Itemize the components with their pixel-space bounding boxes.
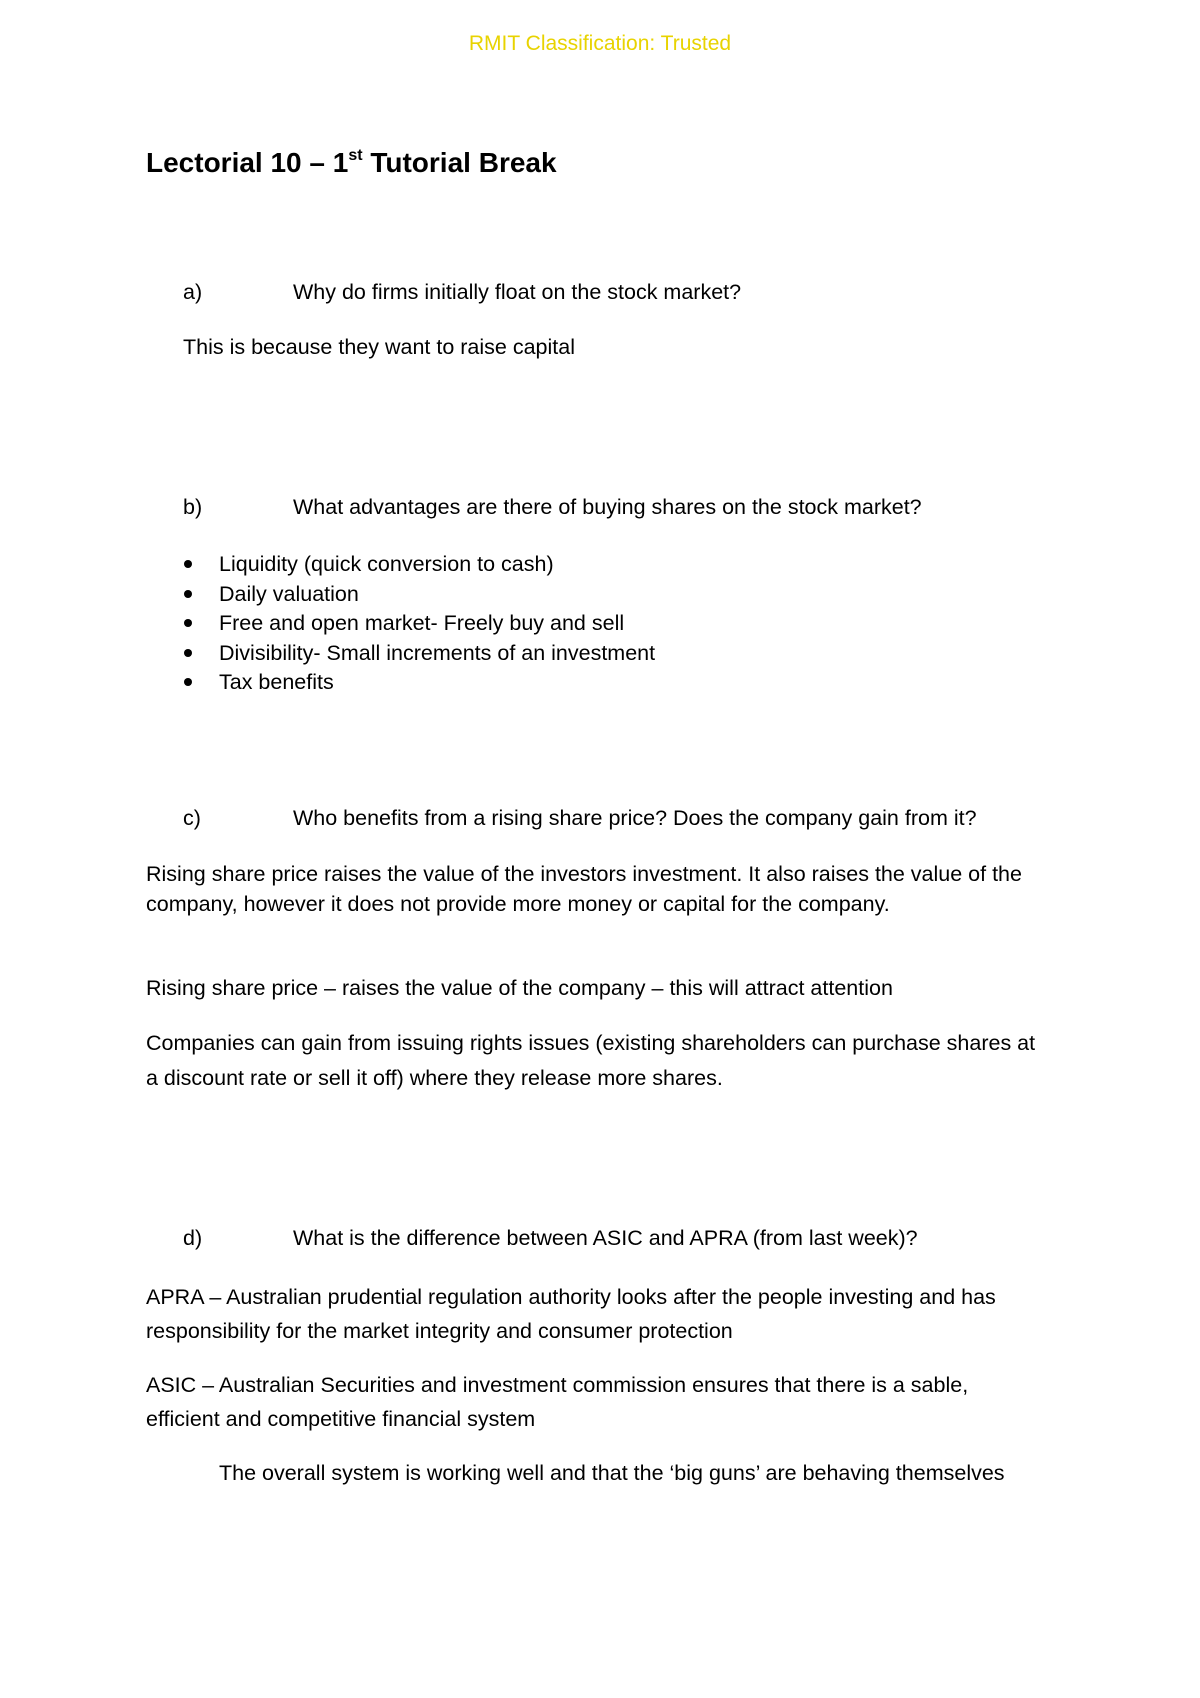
question-c-answer-2: Rising share price – raises the value of the company – this will attract attention [146,976,893,1000]
list-item: Divisibility- Small increments of an investment [183,639,655,669]
question-c-answer-3-line-1: Companies can gain from issuing rights issues (existing shareholders can purchase shares at [146,1031,1036,1055]
question-c-letter: c) [183,806,201,830]
question-c-answer-1-line-2: company, however it does not provide more money or capital for the company. [146,892,890,916]
question-d-letter: d) [183,1226,203,1250]
title-prefix: Lectorial 10 – 1 [146,147,349,178]
title-suffix: Tutorial Break [362,147,557,178]
question-a-answer: This is because they want to raise capital [183,335,575,359]
list-item: Liquidity (quick conversion to cash) [183,550,655,580]
question-c-answer-1-line-1: Rising share price raises the value of the investors investment. It also raises the value of the [146,862,1022,886]
advantages-list [183,550,655,698]
bullet-icon [184,619,192,627]
bullet-icon [184,678,192,686]
closing-statement: The overall system is working well and that the ‘big guns’ are behaving themselves [219,1461,1005,1485]
classification-header: RMIT Classification: Trusted [468,32,732,55]
asic-line-1: ASIC – Australian Securities and investment commission ensures that there is a sable, [146,1373,969,1397]
question-c-text: Who benefits from a rising share price? Does the company gain from it? [293,806,977,830]
bullet-icon [184,649,192,657]
apra-line-2: responsibility for the market integrity and consumer protection [146,1319,733,1343]
question-b-letter: b) [183,495,203,519]
title-superscript: st [348,147,363,164]
question-a-text: Why do firms initially float on the stock market? [293,280,742,304]
page-title [146,147,557,179]
asic-line-2: efficient and competitive financial system [146,1407,536,1431]
apra-line-1: APRA – Australian prudential regulation authority looks after the people investing and has [146,1285,996,1309]
question-a-letter: a) [183,280,203,304]
bullet-icon [184,560,192,568]
list-item: Free and open market- Freely buy and sell [183,609,655,639]
bullet-icon [184,590,192,598]
question-c-answer-3-line-2: a discount rate or sell it off) where they release more shares. [146,1066,723,1090]
list-item: Daily valuation [183,580,655,610]
question-d-text: What is the difference between ASIC and APRA (from last week)? [293,1226,918,1250]
question-b-text: What advantages are there of buying shares on the stock market? [293,495,922,519]
list-item: Tax benefits [183,668,655,698]
